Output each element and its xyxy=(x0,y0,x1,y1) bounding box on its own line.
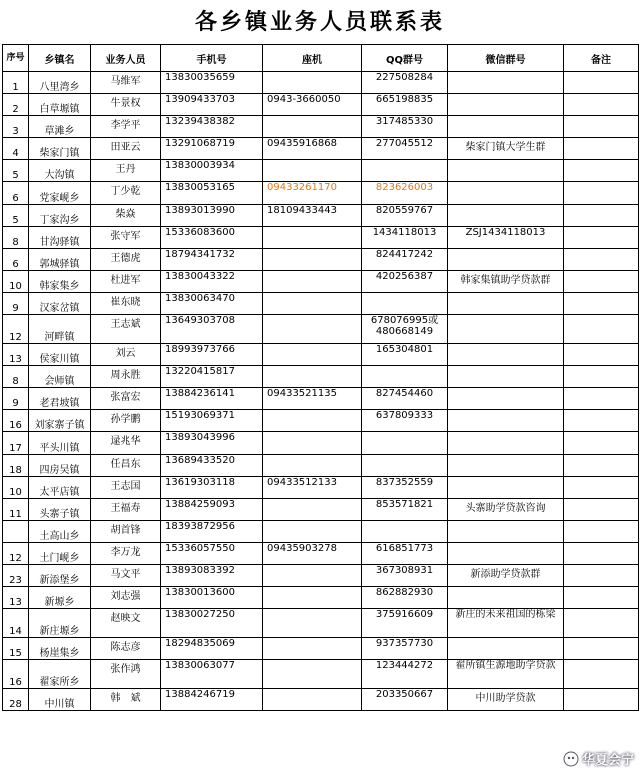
cell-wechat xyxy=(448,432,564,454)
cell-qq: 227508284 xyxy=(362,72,448,94)
cell-note xyxy=(564,138,639,160)
cell-town: 头寨子镇 xyxy=(29,498,91,520)
cell-seq: 13 xyxy=(3,344,29,366)
header-seq: 序号 xyxy=(3,45,29,72)
cell-seq: 12 xyxy=(3,315,29,344)
cell-person: 崔东晓 xyxy=(91,292,161,314)
cell-note xyxy=(564,204,639,226)
table-row xyxy=(3,204,639,226)
cell-qq: 1434118013 xyxy=(362,226,448,248)
cell-person: 周永胜 xyxy=(91,366,161,388)
cell-town: 平头川镇 xyxy=(29,432,91,454)
table-row xyxy=(3,587,639,609)
cell-person: 田亚云 xyxy=(91,138,161,160)
cell-seq: 4 xyxy=(3,138,29,160)
cell-person: 李万龙 xyxy=(91,542,161,564)
cell-note xyxy=(564,248,639,270)
cell-seq: 6 xyxy=(3,182,29,204)
cell-seq: 23 xyxy=(3,564,29,586)
cell-landline: 09435916868 xyxy=(263,138,362,160)
cell-seq: 13 xyxy=(3,587,29,609)
cell-person: 丁少乾 xyxy=(91,182,161,204)
cell-town: 会师镇 xyxy=(29,366,91,388)
cell-seq: 16 xyxy=(3,410,29,432)
cell-wechat xyxy=(448,72,564,94)
cell-person: 王志国 xyxy=(91,476,161,498)
cell-seq xyxy=(3,520,29,542)
cell-landline xyxy=(263,609,362,638)
watermark xyxy=(563,749,634,768)
cell-phone: 13649303708 xyxy=(161,315,263,344)
cell-person: 王志斌 xyxy=(91,315,161,344)
cell-landline: 18109433443 xyxy=(263,204,362,226)
cell-seq: 6 xyxy=(3,248,29,270)
cell-note xyxy=(564,476,639,498)
cell-note xyxy=(564,388,639,410)
table-row xyxy=(3,182,639,204)
cell-town: 河畔镇 xyxy=(29,315,91,344)
cell-qq: 123444272 xyxy=(362,660,448,689)
table-row xyxy=(3,476,639,498)
cell-person: 张作鸿 xyxy=(91,660,161,689)
cell-phone: 13830003934 xyxy=(161,160,263,182)
cell-qq xyxy=(362,366,448,388)
header-person: 业务人员 xyxy=(91,45,161,72)
cell-note xyxy=(564,410,639,432)
cell-wechat xyxy=(448,520,564,542)
table-row xyxy=(3,344,639,366)
cell-phone: 13884236141 xyxy=(161,388,263,410)
cell-wechat xyxy=(448,410,564,432)
cell-qq: 823626003 xyxy=(362,182,448,204)
cell-seq: 17 xyxy=(3,432,29,454)
cell-qq: 862882930 xyxy=(362,587,448,609)
cell-town: 四房吴镇 xyxy=(29,454,91,476)
cell-qq: 837352559 xyxy=(362,476,448,498)
cell-wechat xyxy=(448,116,564,138)
cell-person: 王德虎 xyxy=(91,248,161,270)
cell-phone: 13909433703 xyxy=(161,94,263,116)
header-wechat: 微信群号 xyxy=(448,45,564,72)
cell-seq: 16 xyxy=(3,660,29,689)
cell-wechat xyxy=(448,160,564,182)
cell-seq: 8 xyxy=(3,226,29,248)
table-row xyxy=(3,432,639,454)
cell-landline: 09433261170 xyxy=(263,182,362,204)
cell-landline xyxy=(263,410,362,432)
cell-qq: 665198835 xyxy=(362,94,448,116)
cell-person: 陈志彦 xyxy=(91,638,161,660)
cell-landline xyxy=(263,564,362,586)
cell-note xyxy=(564,638,639,660)
cell-qq xyxy=(362,432,448,454)
cell-phone: 13830063077 xyxy=(161,660,263,689)
table-row xyxy=(3,638,639,660)
cell-person: 刘志强 xyxy=(91,587,161,609)
cell-phone: 13830043322 xyxy=(161,270,263,292)
cell-landline xyxy=(263,454,362,476)
cell-town: 侯家川镇 xyxy=(29,344,91,366)
cell-qq xyxy=(362,292,448,314)
cell-town: 太平店镇 xyxy=(29,476,91,498)
cell-seq: 2 xyxy=(3,94,29,116)
cell-note xyxy=(564,520,639,542)
table-row xyxy=(3,454,639,476)
cell-phone: 13220415817 xyxy=(161,366,263,388)
cell-seq: 5 xyxy=(3,160,29,182)
cell-town: 汉家岔镇 xyxy=(29,292,91,314)
cell-phone: 18993973766 xyxy=(161,344,263,366)
cell-qq: 824417242 xyxy=(362,248,448,270)
table-row xyxy=(3,660,639,689)
cell-note xyxy=(564,292,639,314)
cell-phone: 13884259093 xyxy=(161,498,263,520)
cell-seq: 11 xyxy=(3,498,29,520)
cell-qq xyxy=(362,520,448,542)
cell-landline xyxy=(263,248,362,270)
cell-qq xyxy=(362,454,448,476)
cell-note xyxy=(564,587,639,609)
cell-seq: 18 xyxy=(3,454,29,476)
cell-phone: 13830053165 xyxy=(161,182,263,204)
cell-town: 杨崖集乡 xyxy=(29,638,91,660)
cell-landline: 09435903278 xyxy=(263,542,362,564)
cell-town: 韩家集乡 xyxy=(29,270,91,292)
cell-seq: 15 xyxy=(3,638,29,660)
cell-note xyxy=(564,660,639,689)
cell-wechat xyxy=(448,292,564,314)
cell-note xyxy=(564,366,639,388)
cell-phone: 13830013600 xyxy=(161,587,263,609)
cell-person: 牛景权 xyxy=(91,94,161,116)
cell-qq: 367308931 xyxy=(362,564,448,586)
cell-landline xyxy=(263,292,362,314)
cell-qq: 820559767 xyxy=(362,204,448,226)
cell-town: 新添堡乡 xyxy=(29,564,91,586)
cell-wechat xyxy=(448,476,564,498)
table-row xyxy=(3,689,639,711)
cell-landline xyxy=(263,160,362,182)
cell-seq: 10 xyxy=(3,476,29,498)
cell-note xyxy=(564,315,639,344)
cell-qq: 637809333 xyxy=(362,410,448,432)
cell-town: 柴家门镇 xyxy=(29,138,91,160)
cell-town: 新庄塬乡 xyxy=(29,609,91,638)
cell-qq: 420256387 xyxy=(362,270,448,292)
cell-note xyxy=(564,344,639,366)
cell-town: 八里湾乡 xyxy=(29,72,91,94)
cell-qq: 827454460 xyxy=(362,388,448,410)
table-row xyxy=(3,366,639,388)
cell-qq: 853571821 xyxy=(362,498,448,520)
cell-wechat xyxy=(448,315,564,344)
cell-person: 张富宏 xyxy=(91,388,161,410)
cell-town: 新塬乡 xyxy=(29,587,91,609)
cell-wechat: 中川助学贷款 xyxy=(448,689,564,711)
cell-note xyxy=(564,432,639,454)
cell-landline: 09433512133 xyxy=(263,476,362,498)
cell-wechat xyxy=(448,182,564,204)
cell-town: 甘沟驿镇 xyxy=(29,226,91,248)
cell-note xyxy=(564,498,639,520)
cell-note xyxy=(564,564,639,586)
cell-phone: 13893013990 xyxy=(161,204,263,226)
cell-wechat: 新添助学贷款群 xyxy=(448,564,564,586)
cell-wechat xyxy=(448,388,564,410)
cell-town: 刘家寨子镇 xyxy=(29,410,91,432)
cell-landline xyxy=(263,520,362,542)
cell-wechat xyxy=(448,204,564,226)
cell-wechat xyxy=(448,94,564,116)
cell-person: 逯兆华 xyxy=(91,432,161,454)
cell-person: 李学平 xyxy=(91,116,161,138)
cell-wechat: 新庄的未来祖国的栋梁 xyxy=(448,609,564,638)
wechat-logo-icon xyxy=(563,751,579,767)
cell-landline xyxy=(263,270,362,292)
cell-wechat xyxy=(448,587,564,609)
cell-seq: 14 xyxy=(3,609,29,638)
cell-landline xyxy=(263,226,362,248)
cell-landline xyxy=(263,432,362,454)
cell-person: 胡首锋 xyxy=(91,520,161,542)
cell-landline xyxy=(263,344,362,366)
cell-landline: 0943-3660050 xyxy=(263,94,362,116)
cell-note xyxy=(564,454,639,476)
cell-phone: 18294835069 xyxy=(161,638,263,660)
cell-person: 韩 斌 xyxy=(91,689,161,711)
cell-landline xyxy=(263,638,362,660)
table-row xyxy=(3,94,639,116)
cell-phone: 13884246719 xyxy=(161,689,263,711)
cell-note xyxy=(564,72,639,94)
cell-note xyxy=(564,542,639,564)
cell-note xyxy=(564,609,639,638)
header-qq: QQ群号 xyxy=(362,45,448,72)
cell-person: 柴焱 xyxy=(91,204,161,226)
cell-phone: 13830027250 xyxy=(161,609,263,638)
table-row xyxy=(3,564,639,586)
cell-person: 杜进军 xyxy=(91,270,161,292)
cell-qq: 937357730 xyxy=(362,638,448,660)
cell-note xyxy=(564,689,639,711)
header-phone: 手机号 xyxy=(161,45,263,72)
cell-landline xyxy=(263,72,362,94)
cell-wechat: 翟所镇生源地助学贷款 xyxy=(448,660,564,689)
cell-seq: 5 xyxy=(3,204,29,226)
table-row xyxy=(3,248,639,270)
table-row xyxy=(3,498,639,520)
cell-note xyxy=(564,94,639,116)
cell-person: 孙学鹏 xyxy=(91,410,161,432)
table-row xyxy=(3,609,639,638)
cell-qq: 317485330 xyxy=(362,116,448,138)
cell-person: 赵映文 xyxy=(91,609,161,638)
cell-note xyxy=(564,116,639,138)
cell-phone: 15336083600 xyxy=(161,226,263,248)
cell-landline xyxy=(263,116,362,138)
page-title: 各乡镇业务人员联系表 xyxy=(194,9,445,35)
table-row xyxy=(3,72,639,94)
cell-phone: 13619303118 xyxy=(161,476,263,498)
cell-town: 大沟镇 xyxy=(29,160,91,182)
cell-phone: 13893083392 xyxy=(161,564,263,586)
cell-landline: 09433521135 xyxy=(263,388,362,410)
table-row xyxy=(3,270,639,292)
cell-phone: 13239438382 xyxy=(161,116,263,138)
cell-town: 党家岘乡 xyxy=(29,182,91,204)
cell-person: 王福寿 xyxy=(91,498,161,520)
cell-qq: 277045512 xyxy=(362,138,448,160)
cell-phone: 13893043996 xyxy=(161,432,263,454)
cell-landline xyxy=(263,660,362,689)
cell-wechat xyxy=(448,366,564,388)
table-row xyxy=(3,138,639,160)
cell-note xyxy=(564,160,639,182)
cell-qq: 165304801 xyxy=(362,344,448,366)
cell-qq xyxy=(362,160,448,182)
cell-town: 老君坡镇 xyxy=(29,388,91,410)
cell-qq: 678076995或480668149 xyxy=(362,315,448,344)
table-row xyxy=(3,226,639,248)
cell-landline xyxy=(263,689,362,711)
table-row xyxy=(3,542,639,564)
table-header-row xyxy=(3,45,639,72)
cell-town: 翟家所乡 xyxy=(29,660,91,689)
cell-seq: 10 xyxy=(3,270,29,292)
cell-seq: 3 xyxy=(3,116,29,138)
table-row xyxy=(3,160,639,182)
cell-phone: 15193069371 xyxy=(161,410,263,432)
cell-qq: 375916609 xyxy=(362,609,448,638)
cell-seq: 8 xyxy=(3,366,29,388)
cell-seq: 1 xyxy=(3,72,29,94)
table-row xyxy=(3,315,639,344)
cell-wechat: ZSJ1434118013 xyxy=(448,226,564,248)
cell-person: 任昌东 xyxy=(91,454,161,476)
cell-town: 中川镇 xyxy=(29,689,91,711)
cell-wechat: 头寨助学贷款咨询 xyxy=(448,498,564,520)
cell-phone: 13291068719 xyxy=(161,138,263,160)
cell-seq: 28 xyxy=(3,689,29,711)
cell-wechat xyxy=(448,454,564,476)
cell-town: 丁家沟乡 xyxy=(29,204,91,226)
cell-town: 郭城驿镇 xyxy=(29,248,91,270)
cell-wechat xyxy=(448,638,564,660)
cell-landline xyxy=(263,366,362,388)
cell-note xyxy=(564,226,639,248)
table-row xyxy=(3,520,639,542)
cell-landline xyxy=(263,498,362,520)
cell-wechat: 韩家集镇助学贷款群 xyxy=(448,270,564,292)
cell-wechat xyxy=(448,542,564,564)
cell-phone: 13689433520 xyxy=(161,454,263,476)
cell-phone: 18794341732 xyxy=(161,248,263,270)
cell-seq: 9 xyxy=(3,388,29,410)
table-row xyxy=(3,388,639,410)
cell-note xyxy=(564,270,639,292)
cell-person: 马文平 xyxy=(91,564,161,586)
cell-phone: 18393872956 xyxy=(161,520,263,542)
cell-phone: 13830035659 xyxy=(161,72,263,94)
cell-seq: 9 xyxy=(3,292,29,314)
cell-person: 王丹 xyxy=(91,160,161,182)
cell-seq: 12 xyxy=(3,542,29,564)
cell-person: 张守军 xyxy=(91,226,161,248)
cell-phone: 15336057550 xyxy=(161,542,263,564)
cell-town: 草滩乡 xyxy=(29,116,91,138)
cell-note xyxy=(564,182,639,204)
cell-landline xyxy=(263,315,362,344)
cell-landline xyxy=(263,587,362,609)
contact-table xyxy=(2,44,639,711)
table-row xyxy=(3,410,639,432)
cell-wechat: 柴家门镇大学生群 xyxy=(448,138,564,160)
cell-qq: 616851773 xyxy=(362,542,448,564)
table-row xyxy=(3,292,639,314)
cell-town: 土高山乡 xyxy=(29,520,91,542)
watermark-text: 华夏会宁 xyxy=(581,753,634,768)
cell-town: 土门岘乡 xyxy=(29,542,91,564)
cell-wechat xyxy=(448,344,564,366)
cell-town: 白草塬镇 xyxy=(29,94,91,116)
header-landline: 座机 xyxy=(263,45,362,72)
cell-phone: 13830063470 xyxy=(161,292,263,314)
table-row xyxy=(3,116,639,138)
cell-person: 马维军 xyxy=(91,72,161,94)
cell-qq: 203350667 xyxy=(362,689,448,711)
cell-person: 刘云 xyxy=(91,344,161,366)
header-town: 乡镇名 xyxy=(29,45,91,72)
header-note: 备注 xyxy=(564,45,639,72)
cell-wechat xyxy=(448,248,564,270)
